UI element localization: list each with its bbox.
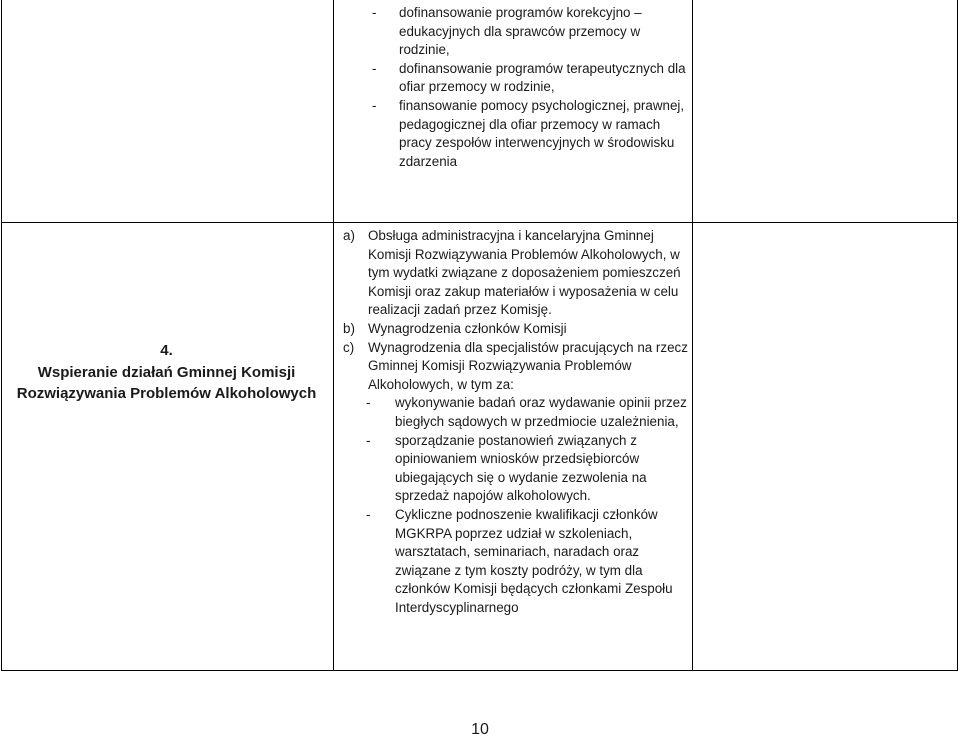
row-content: [343, 227, 693, 617]
item-letter: c): [343, 339, 355, 355]
row-number: 4.: [160, 342, 173, 359]
sub-list-item-text: wykonywanie badań oraz wydawanie opinii przez biegłych sądowych w przedmiocie uzależnienia,: [395, 395, 687, 429]
dash-marker: -: [372, 5, 377, 20]
dash-marker: -: [366, 506, 371, 522]
lettered-item: [343, 320, 693, 339]
sub-list-item: [343, 394, 693, 431]
dash-marker: -: [372, 60, 377, 76]
dash-marker: -: [366, 432, 371, 448]
table-border-right: [957, 0, 958, 671]
table-border-bottom: [1, 670, 958, 671]
dash-marker: -: [366, 395, 371, 411]
list-item-text: dofinansowanie programów terapeutycznych dla ofiar przemocy w rodzinie,: [399, 60, 686, 95]
item-letter: b): [343, 320, 355, 336]
item-text: Wynagrodzenia członków Komisji: [368, 320, 567, 336]
list-item: [372, 4, 692, 60]
row-label: [0, 340, 333, 405]
lettered-item: [343, 339, 693, 395]
table-border-left: [1, 0, 2, 671]
list-item-text: dofinansowanie programów korekcyjno – edukacyjnych dla sprawców przemocy w rodzinie,: [399, 5, 642, 58]
list-item: [372, 97, 692, 171]
top-cell-list: [372, 4, 692, 171]
lettered-item: [343, 227, 693, 320]
sub-list-item: [343, 506, 693, 618]
table-row-divider: [1, 222, 958, 223]
table-divider-col1: [333, 0, 334, 671]
page-number: 10: [471, 721, 489, 738]
dash-marker: -: [372, 97, 377, 113]
item-text: Obsługa administracyjna i kancelaryjna Gminnej Komisji Rozwiązywania Problemów Alkoholowych, w tym wydatki związane z doposażeniem pomieszczeń Komisji oraz zakup materiałów i wyposażenia w celu realizacji zadań przez Komisję.: [368, 228, 681, 318]
sub-list-item-text: Cykliczne podnoszenie kwalifikacji członków MGKRPA poprzez udział w szkoleniach, warsztatach, seminariach, naradach oraz związane z tym koszty podróży, w tym dla członków Komisji będących członkami Zespołu Interdyscyplinarnego: [395, 506, 673, 615]
sub-list: [343, 394, 693, 617]
list-item-text: finansowanie pomocy psychologicznej, prawnej, pedagogicznej dla ofiar przemocy w ramach pracy zespołów interwencyjnych w środowisku zdarzenia: [399, 97, 685, 169]
sub-list-item: [343, 432, 693, 506]
sub-list-item-text: sporządzanie postanowień związanych z opiniowaniem wniosków przedsiębiorców ubiegających się o wydanie zezwolenia na sprzedaż napojów alkoholowych.: [395, 432, 647, 504]
row-title: Wspieranie działań Gminnej Komisji Rozwiązywania Problemów Alkoholowych: [16, 363, 317, 402]
item-letter: a): [343, 228, 355, 243]
item-text: Wynagrodzenia dla specjalistów pracujących na rzecz Gminnej Komisji Rozwiązywania Problemów Alkoholowych, w tym za:: [368, 339, 688, 392]
list-item: [372, 60, 692, 97]
